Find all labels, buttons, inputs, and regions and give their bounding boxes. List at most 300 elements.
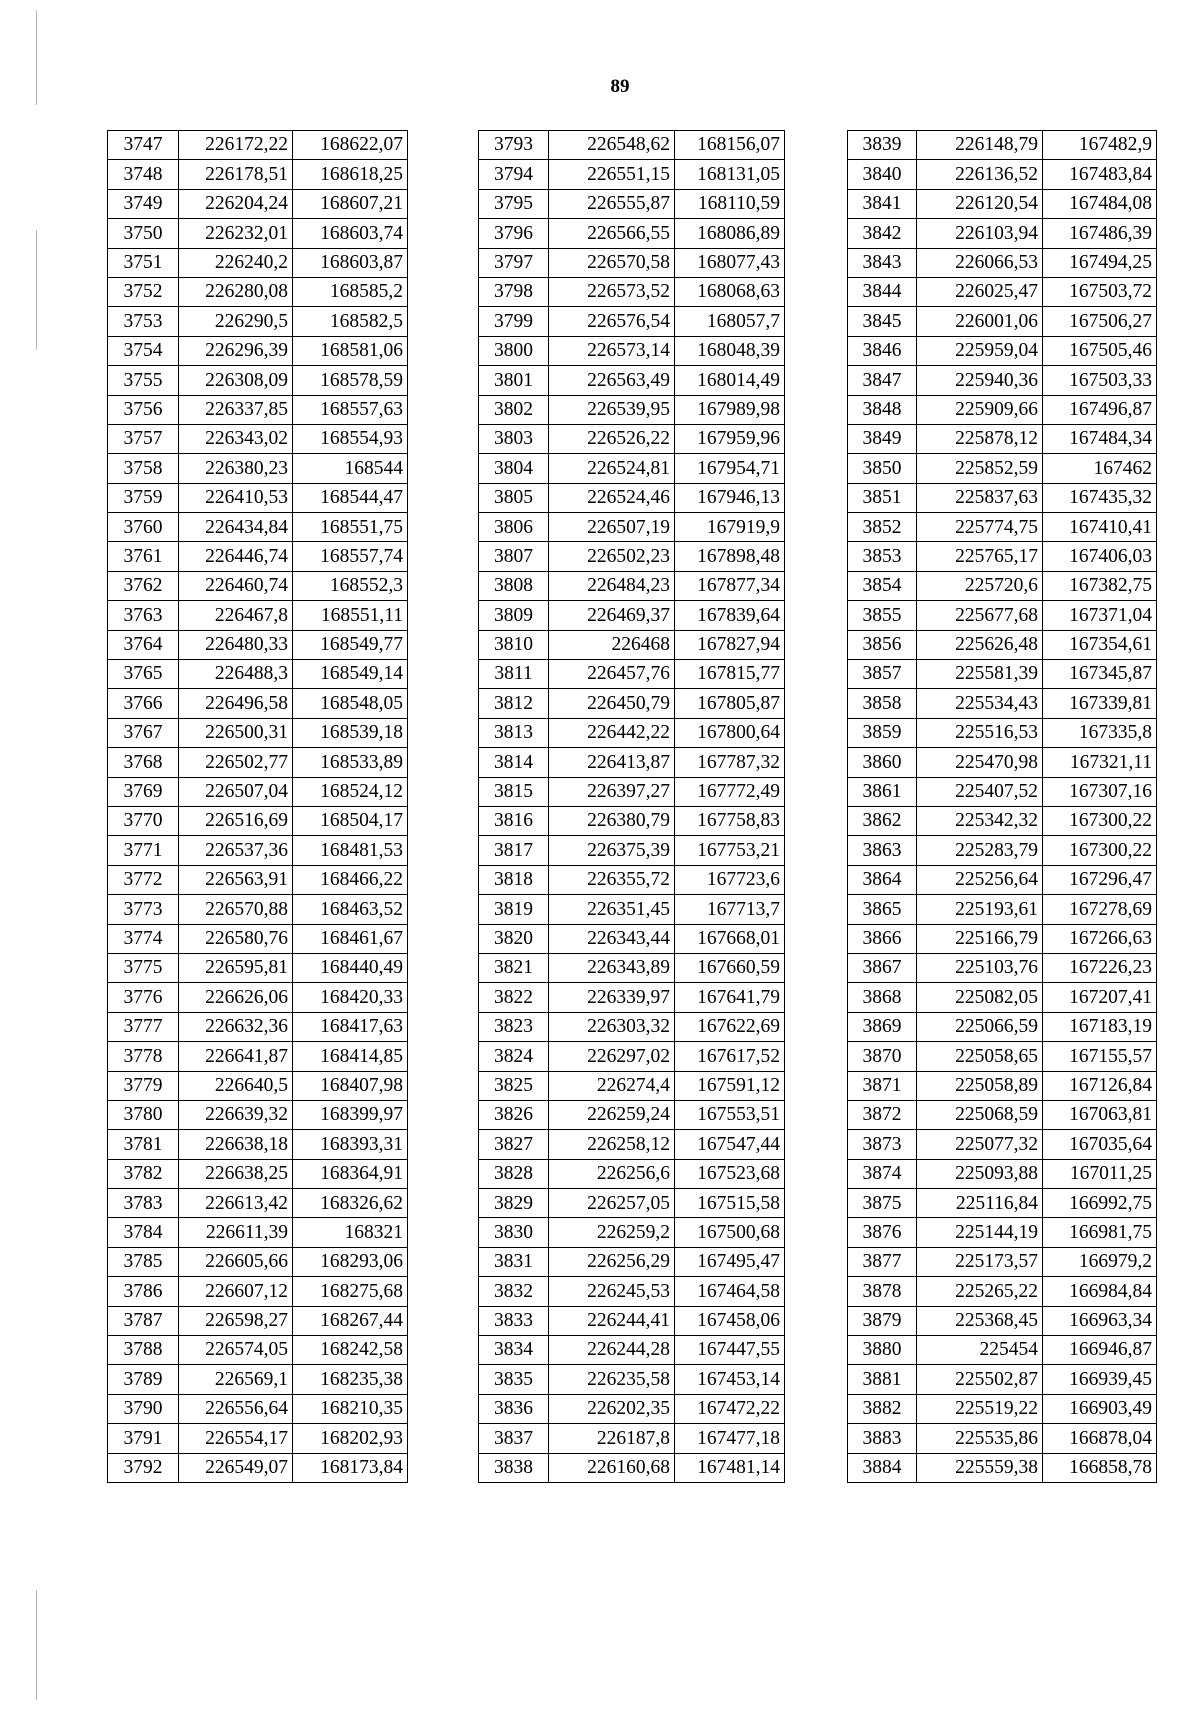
table-row xyxy=(479,483,785,512)
x-coordinate-cell: 226413,87 xyxy=(549,748,675,777)
y-coordinate-cell: 168618,25 xyxy=(293,160,408,189)
point-number-cell: 3778 xyxy=(108,1042,179,1071)
x-coordinate-cell: 226148,79 xyxy=(917,131,1043,160)
x-coordinate-cell: 226434,84 xyxy=(179,513,293,542)
x-coordinate-cell: 226235,58 xyxy=(549,1365,675,1394)
point-number-cell: 3757 xyxy=(108,424,179,453)
table-row xyxy=(479,1189,785,1218)
y-coordinate-cell: 167505,46 xyxy=(1043,336,1157,365)
point-number-cell: 3863 xyxy=(848,836,917,865)
table-row xyxy=(108,924,408,953)
y-coordinate-cell: 167484,08 xyxy=(1043,189,1157,218)
point-number-cell: 3780 xyxy=(108,1100,179,1129)
table-row xyxy=(848,601,1157,630)
table-row xyxy=(108,1365,408,1394)
y-coordinate-cell: 168068,63 xyxy=(675,277,785,306)
point-number-cell: 3808 xyxy=(479,571,549,600)
x-coordinate-cell: 225581,39 xyxy=(917,660,1043,689)
point-number-cell: 3852 xyxy=(848,513,917,542)
table-row xyxy=(479,189,785,218)
point-number-cell: 3759 xyxy=(108,483,179,512)
x-coordinate-cell: 225116,84 xyxy=(917,1189,1043,1218)
table-row xyxy=(479,571,785,600)
point-number-cell: 3791 xyxy=(108,1424,179,1453)
point-number-cell: 3819 xyxy=(479,895,549,924)
x-coordinate-cell: 225103,76 xyxy=(917,953,1043,982)
point-number-cell: 3827 xyxy=(479,1130,549,1159)
point-number-cell: 3761 xyxy=(108,542,179,571)
x-coordinate-cell: 226442,22 xyxy=(549,718,675,747)
x-coordinate-cell: 226339,97 xyxy=(549,983,675,1012)
y-coordinate-cell: 168086,89 xyxy=(675,219,785,248)
point-number-cell: 3748 xyxy=(108,160,179,189)
y-coordinate-cell: 167435,32 xyxy=(1043,483,1157,512)
x-coordinate-cell: 226274,4 xyxy=(549,1071,675,1100)
y-coordinate-cell: 166979,2 xyxy=(1043,1247,1157,1276)
point-number-cell: 3828 xyxy=(479,1159,549,1188)
point-number-cell: 3822 xyxy=(479,983,549,1012)
table-row xyxy=(848,336,1157,365)
y-coordinate-cell: 168548,05 xyxy=(293,689,408,718)
table-row xyxy=(848,307,1157,336)
point-number-cell: 3803 xyxy=(479,424,549,453)
y-coordinate-cell: 168440,49 xyxy=(293,953,408,982)
point-number-cell: 3787 xyxy=(108,1306,179,1335)
x-coordinate-cell: 226613,42 xyxy=(179,1189,293,1218)
y-coordinate-cell: 167481,14 xyxy=(675,1453,785,1482)
point-number-cell: 3882 xyxy=(848,1394,917,1423)
point-number-cell: 3770 xyxy=(108,806,179,835)
table-row xyxy=(848,483,1157,512)
table-row xyxy=(479,953,785,982)
table-row xyxy=(479,1100,785,1129)
table-row xyxy=(108,248,408,277)
y-coordinate-cell: 168504,17 xyxy=(293,806,408,835)
point-number-cell: 3751 xyxy=(108,248,179,277)
y-coordinate-cell: 168622,07 xyxy=(293,131,408,160)
x-coordinate-cell: 225058,65 xyxy=(917,1042,1043,1071)
point-number-cell: 3800 xyxy=(479,336,549,365)
y-coordinate-cell: 168420,33 xyxy=(293,983,408,1012)
point-number-cell: 3776 xyxy=(108,983,179,1012)
table-row xyxy=(848,1189,1157,1218)
point-number-cell: 3769 xyxy=(108,777,179,806)
table-row xyxy=(479,1247,785,1276)
point-number-cell: 3849 xyxy=(848,424,917,453)
y-coordinate-cell: 168557,63 xyxy=(293,395,408,424)
table-row xyxy=(479,1306,785,1335)
x-coordinate-cell: 226556,64 xyxy=(179,1394,293,1423)
point-number-cell: 3781 xyxy=(108,1130,179,1159)
x-coordinate-cell: 225093,88 xyxy=(917,1159,1043,1188)
point-number-cell: 3834 xyxy=(479,1336,549,1365)
point-number-cell: 3823 xyxy=(479,1012,549,1041)
x-coordinate-cell: 225959,04 xyxy=(917,336,1043,365)
table-row xyxy=(479,1042,785,1071)
y-coordinate-cell: 166903,49 xyxy=(1043,1394,1157,1423)
x-coordinate-cell: 226172,22 xyxy=(179,131,293,160)
table-row xyxy=(108,865,408,894)
table-row xyxy=(108,336,408,365)
y-coordinate-cell: 168407,98 xyxy=(293,1071,408,1100)
point-number-cell: 3807 xyxy=(479,542,549,571)
table-row xyxy=(108,424,408,453)
x-coordinate-cell: 226397,27 xyxy=(549,777,675,806)
y-coordinate-cell: 168461,67 xyxy=(293,924,408,953)
point-number-cell: 3767 xyxy=(108,718,179,747)
y-coordinate-cell: 167462 xyxy=(1043,454,1157,483)
x-coordinate-cell: 225077,32 xyxy=(917,1130,1043,1159)
y-coordinate-cell: 167787,32 xyxy=(675,748,785,777)
y-coordinate-cell: 168552,3 xyxy=(293,571,408,600)
x-coordinate-cell: 226296,39 xyxy=(179,336,293,365)
x-coordinate-cell: 226355,72 xyxy=(549,865,675,894)
y-coordinate-cell: 168581,06 xyxy=(293,336,408,365)
x-coordinate-cell: 226611,39 xyxy=(179,1218,293,1247)
point-number-cell: 3831 xyxy=(479,1247,549,1276)
x-coordinate-cell: 226375,39 xyxy=(549,836,675,865)
point-number-cell: 3804 xyxy=(479,454,549,483)
x-coordinate-cell: 226551,15 xyxy=(549,160,675,189)
y-coordinate-cell: 166858,78 xyxy=(1043,1453,1157,1482)
point-number-cell: 3764 xyxy=(108,630,179,659)
point-number-cell: 3783 xyxy=(108,1189,179,1218)
table-row xyxy=(848,1100,1157,1129)
point-number-cell: 3790 xyxy=(108,1394,179,1423)
point-number-cell: 3836 xyxy=(479,1394,549,1423)
table-row xyxy=(108,1042,408,1071)
y-coordinate-cell: 168603,87 xyxy=(293,248,408,277)
table-row xyxy=(479,424,785,453)
x-coordinate-cell: 226539,95 xyxy=(549,395,675,424)
y-coordinate-cell: 167713,7 xyxy=(675,895,785,924)
y-coordinate-cell: 166992,75 xyxy=(1043,1189,1157,1218)
y-coordinate-cell: 168557,74 xyxy=(293,542,408,571)
y-coordinate-cell: 167207,41 xyxy=(1043,983,1157,1012)
x-coordinate-cell: 225470,98 xyxy=(917,748,1043,777)
x-coordinate-cell: 225068,59 xyxy=(917,1100,1043,1129)
y-coordinate-cell: 167758,83 xyxy=(675,806,785,835)
x-coordinate-cell: 226351,45 xyxy=(549,895,675,924)
point-number-cell: 3775 xyxy=(108,953,179,982)
page-number: 89 xyxy=(610,76,630,97)
point-number-cell: 3841 xyxy=(848,189,917,218)
point-number-cell: 3881 xyxy=(848,1365,917,1394)
y-coordinate-cell: 168554,93 xyxy=(293,424,408,453)
x-coordinate-cell: 226516,69 xyxy=(179,806,293,835)
table-row xyxy=(479,366,785,395)
y-coordinate-cell: 168549,14 xyxy=(293,660,408,689)
y-coordinate-cell: 167226,23 xyxy=(1043,953,1157,982)
table-row xyxy=(479,630,785,659)
x-coordinate-cell: 226496,58 xyxy=(179,689,293,718)
point-number-cell: 3754 xyxy=(108,336,179,365)
x-coordinate-cell: 225144,19 xyxy=(917,1218,1043,1247)
point-number-cell: 3755 xyxy=(108,366,179,395)
y-coordinate-cell: 167753,21 xyxy=(675,836,785,865)
point-number-cell: 3825 xyxy=(479,1071,549,1100)
point-number-cell: 3749 xyxy=(108,189,179,218)
x-coordinate-cell: 226025,47 xyxy=(917,277,1043,306)
table-row xyxy=(848,366,1157,395)
y-coordinate-cell: 167406,03 xyxy=(1043,542,1157,571)
table-row xyxy=(479,131,785,160)
point-number-cell: 3810 xyxy=(479,630,549,659)
table-row xyxy=(848,1365,1157,1394)
x-coordinate-cell: 226066,53 xyxy=(917,248,1043,277)
x-coordinate-cell: 226607,12 xyxy=(179,1277,293,1306)
y-coordinate-cell: 168578,59 xyxy=(293,366,408,395)
y-coordinate-cell: 167723,6 xyxy=(675,865,785,894)
x-coordinate-cell: 226187,8 xyxy=(549,1424,675,1453)
table-row xyxy=(108,454,408,483)
x-coordinate-cell: 226640,5 xyxy=(179,1071,293,1100)
table-row xyxy=(848,1336,1157,1365)
table-row xyxy=(479,307,785,336)
x-coordinate-cell: 226484,23 xyxy=(549,571,675,600)
coordinates-table-3 xyxy=(847,130,1157,1483)
point-number-cell: 3839 xyxy=(848,131,917,160)
point-number-cell: 3796 xyxy=(479,219,549,248)
table-row xyxy=(479,1424,785,1453)
table-row xyxy=(848,542,1157,571)
x-coordinate-cell: 226574,05 xyxy=(179,1336,293,1365)
table-row xyxy=(848,748,1157,777)
point-number-cell: 3779 xyxy=(108,1071,179,1100)
y-coordinate-cell: 168414,85 xyxy=(293,1042,408,1071)
table-row xyxy=(848,1218,1157,1247)
y-coordinate-cell: 167506,27 xyxy=(1043,307,1157,336)
x-coordinate-cell: 226632,36 xyxy=(179,1012,293,1041)
x-coordinate-cell: 226507,19 xyxy=(549,513,675,542)
y-coordinate-cell: 167500,68 xyxy=(675,1218,785,1247)
x-coordinate-cell: 226103,94 xyxy=(917,219,1043,248)
table-row xyxy=(848,513,1157,542)
y-coordinate-cell: 168321 xyxy=(293,1218,408,1247)
y-coordinate-cell: 168551,11 xyxy=(293,601,408,630)
x-coordinate-cell: 226290,5 xyxy=(179,307,293,336)
x-coordinate-cell: 226468 xyxy=(549,630,675,659)
table-row xyxy=(479,1071,785,1100)
point-number-cell: 3758 xyxy=(108,454,179,483)
point-number-cell: 3862 xyxy=(848,806,917,835)
x-coordinate-cell: 225878,12 xyxy=(917,424,1043,453)
y-coordinate-cell: 168110,59 xyxy=(675,189,785,218)
table-row xyxy=(848,630,1157,659)
table-row xyxy=(108,1130,408,1159)
table-row xyxy=(479,513,785,542)
x-coordinate-cell: 226410,53 xyxy=(179,483,293,512)
x-coordinate-cell: 225502,87 xyxy=(917,1365,1043,1394)
x-coordinate-cell: 226380,79 xyxy=(549,806,675,835)
table-row xyxy=(848,836,1157,865)
point-number-cell: 3837 xyxy=(479,1424,549,1453)
y-coordinate-cell: 167503,72 xyxy=(1043,277,1157,306)
point-number-cell: 3842 xyxy=(848,219,917,248)
point-number-cell: 3798 xyxy=(479,277,549,306)
x-coordinate-cell: 226576,54 xyxy=(549,307,675,336)
x-coordinate-cell: 226308,09 xyxy=(179,366,293,395)
table-row xyxy=(108,1247,408,1276)
table-row xyxy=(479,1336,785,1365)
x-coordinate-cell: 226500,31 xyxy=(179,718,293,747)
x-coordinate-cell: 226566,55 xyxy=(549,219,675,248)
point-number-cell: 3826 xyxy=(479,1100,549,1129)
y-coordinate-cell: 167453,14 xyxy=(675,1365,785,1394)
point-number-cell: 3760 xyxy=(108,513,179,542)
table-row xyxy=(848,1424,1157,1453)
x-coordinate-cell: 225519,22 xyxy=(917,1394,1043,1423)
point-number-cell: 3856 xyxy=(848,630,917,659)
y-coordinate-cell: 167011,25 xyxy=(1043,1159,1157,1188)
point-number-cell: 3865 xyxy=(848,895,917,924)
table-row xyxy=(108,1277,408,1306)
x-coordinate-cell: 226641,87 xyxy=(179,1042,293,1071)
y-coordinate-cell: 168156,07 xyxy=(675,131,785,160)
table-row xyxy=(479,983,785,1012)
y-coordinate-cell: 167946,13 xyxy=(675,483,785,512)
table-row xyxy=(848,983,1157,1012)
y-coordinate-cell: 168077,43 xyxy=(675,248,785,277)
y-coordinate-cell: 168539,18 xyxy=(293,718,408,747)
point-number-cell: 3878 xyxy=(848,1277,917,1306)
table-row xyxy=(479,777,785,806)
x-coordinate-cell: 226570,88 xyxy=(179,895,293,924)
x-coordinate-cell: 226554,17 xyxy=(179,1424,293,1453)
y-coordinate-cell: 168202,93 xyxy=(293,1424,408,1453)
point-number-cell: 3860 xyxy=(848,748,917,777)
x-coordinate-cell: 225626,48 xyxy=(917,630,1043,659)
table-row xyxy=(848,1071,1157,1100)
table-row xyxy=(848,1012,1157,1041)
point-number-cell: 3824 xyxy=(479,1042,549,1071)
y-coordinate-cell: 167496,87 xyxy=(1043,395,1157,424)
table-row xyxy=(108,1453,408,1482)
y-coordinate-cell: 167335,8 xyxy=(1043,718,1157,747)
x-coordinate-cell: 225256,64 xyxy=(917,865,1043,894)
point-number-cell: 3833 xyxy=(479,1306,549,1335)
point-number-cell: 3846 xyxy=(848,336,917,365)
y-coordinate-cell: 167447,55 xyxy=(675,1336,785,1365)
x-coordinate-cell: 225720,6 xyxy=(917,571,1043,600)
point-number-cell: 3763 xyxy=(108,601,179,630)
table-row xyxy=(108,1306,408,1335)
y-coordinate-cell: 168544 xyxy=(293,454,408,483)
y-coordinate-cell: 167371,04 xyxy=(1043,601,1157,630)
y-coordinate-cell: 168466,22 xyxy=(293,865,408,894)
x-coordinate-cell: 226502,77 xyxy=(179,748,293,777)
table-row xyxy=(108,601,408,630)
table-row xyxy=(108,366,408,395)
point-number-cell: 3820 xyxy=(479,924,549,953)
y-coordinate-cell: 166878,04 xyxy=(1043,1424,1157,1453)
x-coordinate-cell: 226639,32 xyxy=(179,1100,293,1129)
table-row xyxy=(479,248,785,277)
table-row xyxy=(479,718,785,747)
y-coordinate-cell: 167321,11 xyxy=(1043,748,1157,777)
x-coordinate-cell: 226457,76 xyxy=(549,660,675,689)
y-coordinate-cell: 167815,77 xyxy=(675,660,785,689)
y-coordinate-cell: 167155,57 xyxy=(1043,1042,1157,1071)
point-number-cell: 3794 xyxy=(479,160,549,189)
table-row xyxy=(479,1394,785,1423)
point-number-cell: 3835 xyxy=(479,1365,549,1394)
y-coordinate-cell: 167839,64 xyxy=(675,601,785,630)
table-row xyxy=(848,219,1157,248)
x-coordinate-cell: 225516,53 xyxy=(917,718,1043,747)
x-coordinate-cell: 226467,8 xyxy=(179,601,293,630)
table-row xyxy=(108,660,408,689)
x-coordinate-cell: 225173,57 xyxy=(917,1247,1043,1276)
point-number-cell: 3838 xyxy=(479,1453,549,1482)
x-coordinate-cell: 225535,86 xyxy=(917,1424,1043,1453)
y-coordinate-cell: 168549,77 xyxy=(293,630,408,659)
x-coordinate-cell: 226244,28 xyxy=(549,1336,675,1365)
table-row xyxy=(479,1453,785,1482)
y-coordinate-cell: 167772,49 xyxy=(675,777,785,806)
point-number-cell: 3872 xyxy=(848,1100,917,1129)
y-coordinate-cell: 168524,12 xyxy=(293,777,408,806)
x-coordinate-cell: 225940,36 xyxy=(917,366,1043,395)
point-number-cell: 3789 xyxy=(108,1365,179,1394)
table-row xyxy=(108,1394,408,1423)
point-number-cell: 3784 xyxy=(108,1218,179,1247)
x-coordinate-cell: 226598,27 xyxy=(179,1306,293,1335)
table-row xyxy=(848,571,1157,600)
x-coordinate-cell: 225559,38 xyxy=(917,1453,1043,1482)
table-row xyxy=(108,571,408,600)
table-row xyxy=(848,1247,1157,1276)
x-coordinate-cell: 226178,51 xyxy=(179,160,293,189)
x-coordinate-cell: 226280,08 xyxy=(179,277,293,306)
table-row xyxy=(108,1336,408,1365)
point-number-cell: 3806 xyxy=(479,513,549,542)
point-number-cell: 3884 xyxy=(848,1453,917,1482)
point-number-cell: 3832 xyxy=(479,1277,549,1306)
y-coordinate-cell: 167278,69 xyxy=(1043,895,1157,924)
y-coordinate-cell: 167660,59 xyxy=(675,953,785,982)
point-number-cell: 3853 xyxy=(848,542,917,571)
table-row xyxy=(479,601,785,630)
point-number-cell: 3854 xyxy=(848,571,917,600)
y-coordinate-cell: 167954,71 xyxy=(675,454,785,483)
y-coordinate-cell: 166981,75 xyxy=(1043,1218,1157,1247)
y-coordinate-cell: 168481,53 xyxy=(293,836,408,865)
x-coordinate-cell: 225407,52 xyxy=(917,777,1043,806)
point-number-cell: 3752 xyxy=(108,277,179,306)
table-row xyxy=(479,1218,785,1247)
table-row xyxy=(848,160,1157,189)
y-coordinate-cell: 166939,45 xyxy=(1043,1365,1157,1394)
point-number-cell: 3861 xyxy=(848,777,917,806)
x-coordinate-cell: 226555,87 xyxy=(549,189,675,218)
x-coordinate-cell: 226570,58 xyxy=(549,248,675,277)
x-coordinate-cell: 225166,79 xyxy=(917,924,1043,953)
x-coordinate-cell: 225774,75 xyxy=(917,513,1043,542)
point-number-cell: 3774 xyxy=(108,924,179,953)
table-row xyxy=(108,483,408,512)
point-number-cell: 3765 xyxy=(108,660,179,689)
table-row xyxy=(108,983,408,1012)
table-row xyxy=(108,895,408,924)
x-coordinate-cell: 226548,62 xyxy=(549,131,675,160)
point-number-cell: 3867 xyxy=(848,953,917,982)
table-row xyxy=(479,277,785,306)
table-row xyxy=(848,1042,1157,1071)
table-row xyxy=(479,865,785,894)
point-number-cell: 3772 xyxy=(108,865,179,894)
y-coordinate-cell: 167300,22 xyxy=(1043,806,1157,835)
